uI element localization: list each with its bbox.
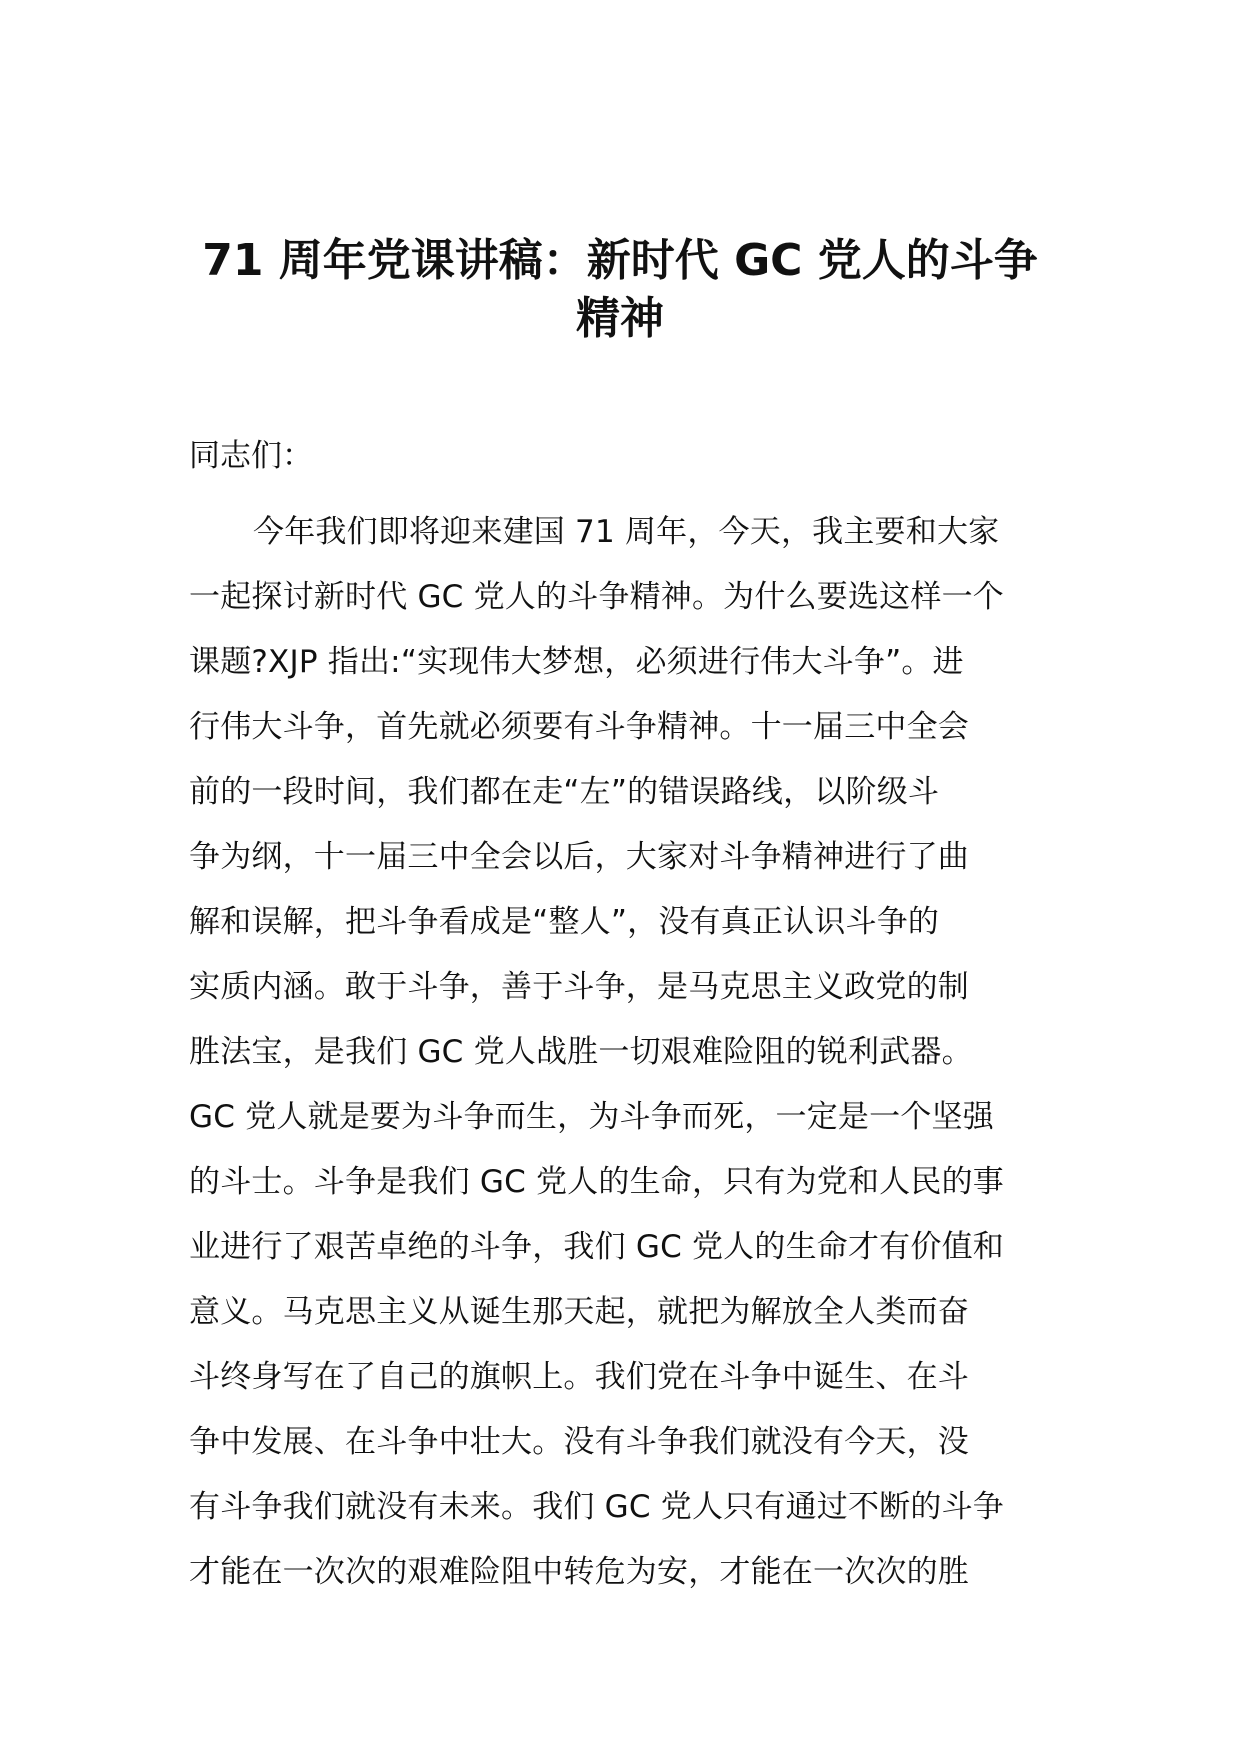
paragraph-line: 的斗士。斗争是我们 GC 党人的生命，只有为党和人民的事	[189, 1164, 1004, 1200]
paragraph-line: 前的一段时间，我们都在走“左”的错误路线，以阶级斗	[189, 774, 940, 810]
paragraph-line: 行伟大斗争，首先就必须要有斗争精神。十一届三中全会	[189, 709, 969, 745]
paragraph-line: 争为纲，十一届三中全会以后，大家对斗争精神进行了曲	[189, 839, 969, 875]
body-paragraph	[189, 500, 1069, 1605]
paragraph-line: 实质内涵。敢于斗争，善于斗争，是马克思主义政党的制	[189, 969, 969, 1005]
document-title	[150, 232, 1090, 348]
salutation: 同志们：	[189, 438, 313, 474]
title-line: 71 周年党课讲稿：新时代 GC 党人的斗争	[202, 235, 1038, 286]
paragraph-line: 意义。马克思主义从诞生那天起，就把为解放全人类而奋	[189, 1294, 969, 1330]
paragraph-line: 争中发展、在斗争中壮大。没有斗争我们就没有今天，没	[189, 1424, 969, 1460]
paragraph-line: 课题?XJP 指出:“实现伟大梦想，必须进行伟大斗争”。进	[189, 644, 964, 680]
paragraph-line: 今年我们即将迎来建国 71 周年，今天，我主要和大家	[253, 514, 1000, 550]
paragraph-line: 斗终身写在了自己的旗帜上。我们党在斗争中诞生、在斗	[189, 1359, 969, 1395]
paragraph-line: 胜法宝，是我们 GC 党人战胜一切艰难险阻的锐利武器。	[189, 1034, 973, 1070]
paragraph-line: GC 党人就是要为斗争而生，为斗争而死，一定是一个坚强	[189, 1099, 994, 1135]
paragraph-line: 一起探讨新时代 GC 党人的斗争精神。为什么要选这样一个	[189, 579, 1004, 615]
paragraph-line: 有斗争我们就没有未来。我们 GC 党人只有通过不断的斗争	[189, 1489, 1004, 1525]
paragraph-line: 业进行了艰苦卓绝的斗争，我们 GC 党人的生命才有价值和	[189, 1229, 1004, 1265]
title-line: 精神	[576, 293, 664, 344]
paragraph-line: 解和误解，把斗争看成是“整人”，没有真正认识斗争的	[189, 904, 940, 940]
paragraph-line: 才能在一次次的艰难险阻中转危为安，才能在一次次的胜	[189, 1554, 969, 1590]
